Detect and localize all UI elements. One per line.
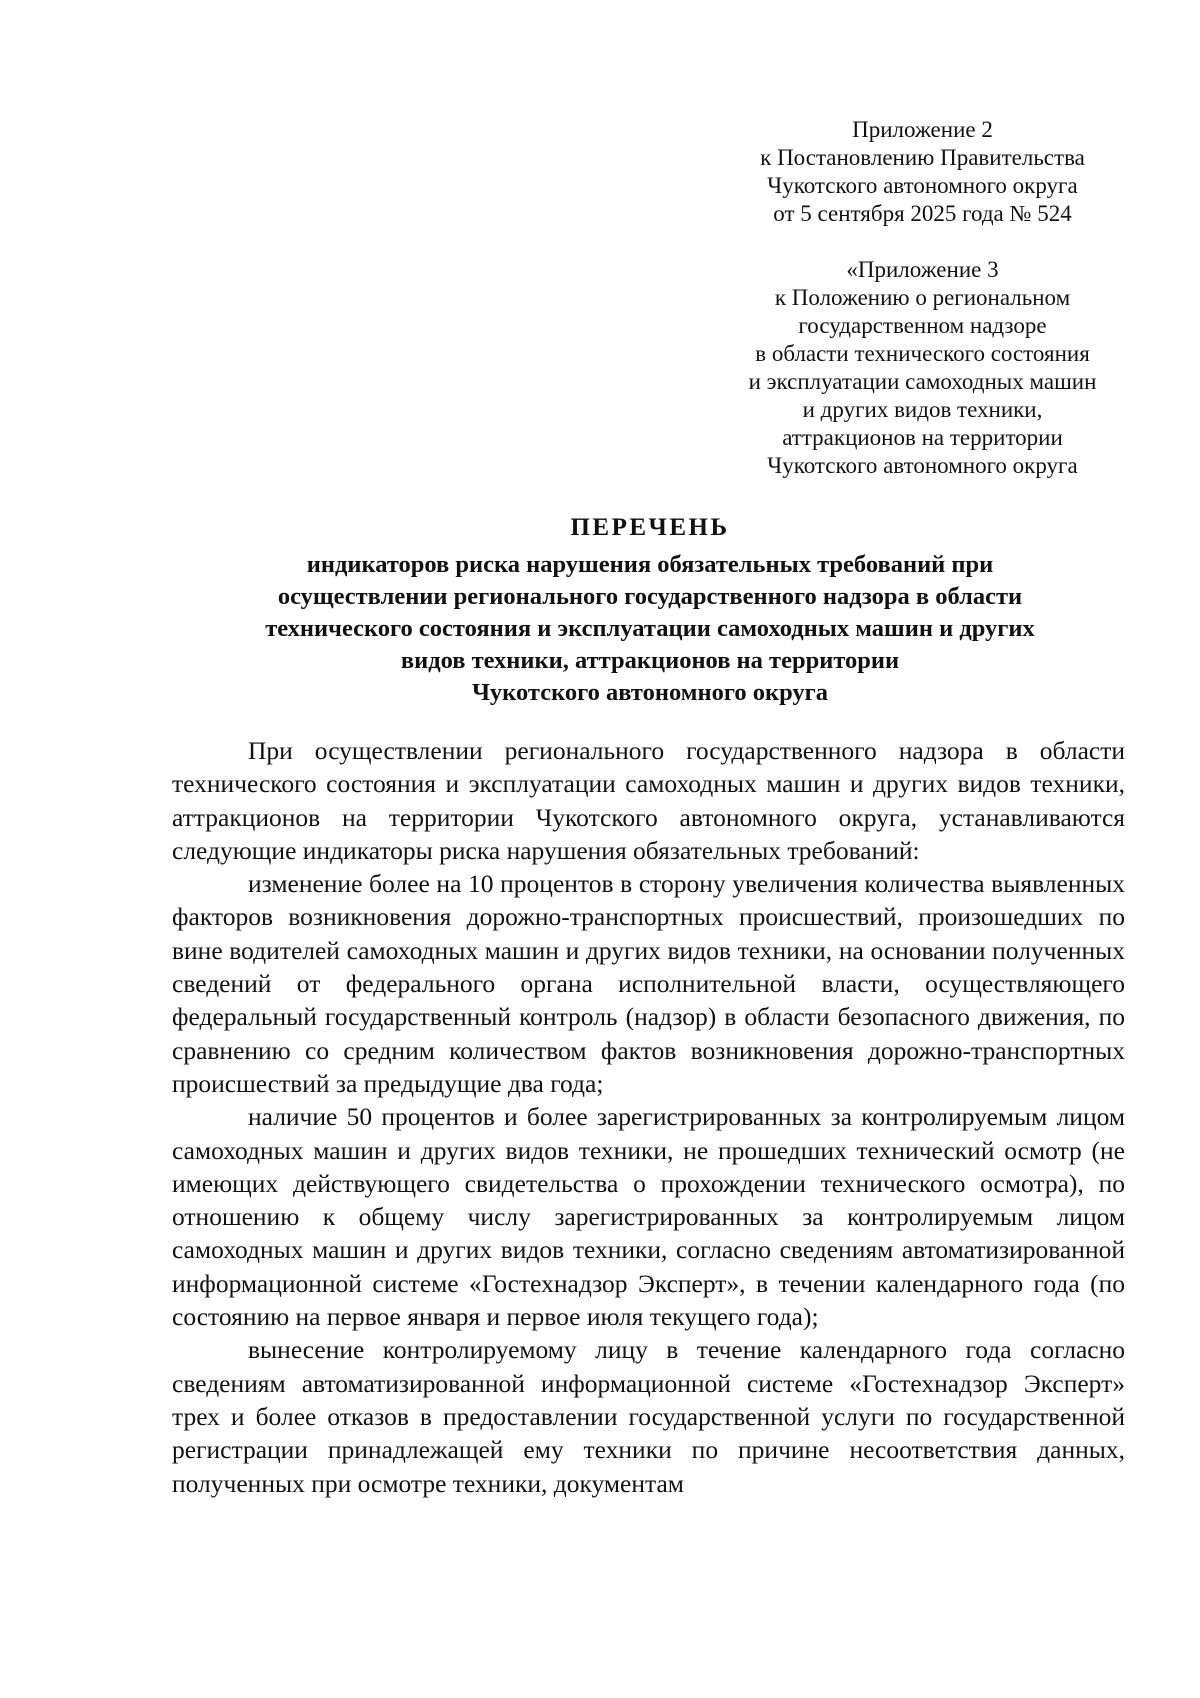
document-body <box>172 734 1125 1500</box>
title-subheading-line: осуществлении регионального государственного надзора в области <box>277 583 1023 610</box>
nested-appendix-line: и других видов техники, <box>802 397 1043 422</box>
title-subheading-line: индикаторов риска нарушения обязательных требований при <box>306 551 994 578</box>
title-subheading-line: Чукотского автономного округа <box>471 679 829 706</box>
intro-paragraph: При осуществлении регионального государственного надзора в области технического состояния и эксплуатации самоходных машин и других видов техники, аттракционов на территории Чукотского автономного округа, устанавливаются следующие индикаторы риска нарушения обязательных требований: <box>172 736 1125 865</box>
appendix-header-line: к Постановлению Правительства <box>760 145 1085 170</box>
nested-appendix-line: Чукотского автономного округа <box>767 453 1078 478</box>
document-title <box>160 512 1140 709</box>
nested-appendix-line: аттракционов на территории <box>782 425 1063 450</box>
appendix-header-line: Приложение 2 <box>852 117 993 142</box>
indicator-paragraph: наличие 50 процентов и более зарегистрированных за контролируемым лицом самоходных машин и других видов техники, не прошедших технический осмотр (не имеющих действующего свидетельства о прохождении технического осмотра), по отношению к общему числу зарегистрированных за контролируемым лицом самоходных машин и других видов техники, согласно сведениям автоматизированной информационной системе «Гостехнадзор Эксперт», в течении календарного года (по состоянию на первое января и первое июля текущего года); <box>172 1102 1125 1332</box>
title-subheading-line: видов техники, аттракционов на территории <box>400 647 900 674</box>
appendix-header-line: Чукотского автономного округа <box>767 173 1078 198</box>
nested-appendix-line: государственном надзоре <box>798 313 1047 338</box>
appendix-header-line: от 5 сентября 2025 года № 524 <box>773 201 1072 226</box>
nested-appendix-line: к Положению о региональном <box>774 285 1071 310</box>
nested-appendix-line: «Приложение 3 <box>846 257 999 282</box>
indicator-paragraph: вынесение контролируемому лицу в течение календарного года согласно сведениям автоматизированной информационной системе «Гостехнадзор Эксперт» трех и более отказов в предоставлении государственной услуги по государственной регистрации принадлежащей ему техники по причине несоответствия данных, полученных при осмотре техники, документам <box>172 1335 1125 1498</box>
appendix-header <box>735 116 1110 228</box>
nested-appendix-line: и эксплуатации самоходных машин <box>748 369 1097 394</box>
nested-appendix-line: в области технического состояния <box>755 341 1090 366</box>
title-subheading-line: технического состояния и эксплуатации самоходных машин и других <box>265 615 1035 642</box>
indicator-paragraph: изменение более на 10 процентов в сторону увеличения количества выявленных факторов возникновения дорожно-транспортных происшествий, произошедших по вине водителей самоходных машин и других видов техники, на основании полученных сведений от федерального органа исполнительной власти, осуществляющего федеральный государственный контроль (надзор) в области безопасного движения, по сравнению со средним количеством фактов возникновения дорожно-транспортных происшествий за предыдущие два года; <box>172 869 1125 1098</box>
nested-appendix-header <box>735 256 1110 480</box>
title-heading: ПЕРЕЧЕНЬ <box>570 514 730 541</box>
